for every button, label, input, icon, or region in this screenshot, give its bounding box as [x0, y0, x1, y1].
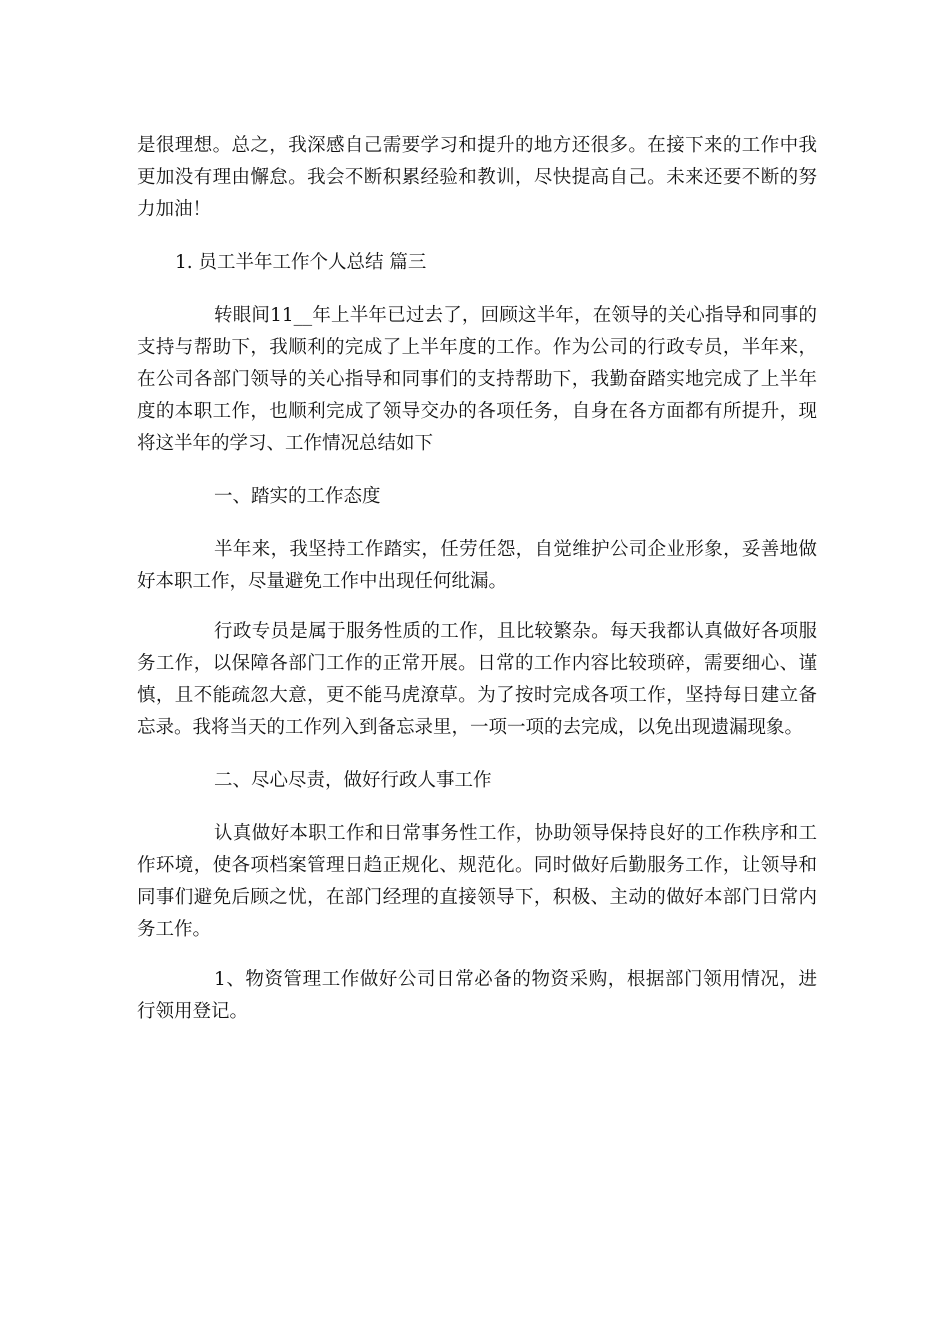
paragraph-continuation: 是很理想。总之，我深感自己需要学习和提升的地方还很多。在接下来的工作中我更加没有理由懈怠。我会不断积累经验和教训，尽快提高自己。未来还要不断的努力加油！ [137, 135, 817, 220]
paragraph-material-management: 1、物资管理工作做好公司日常必备的物资采购，根据部门领用情况，进行领用登记。 [137, 969, 817, 1022]
paragraph-work-attitude: 半年来，我坚持工作踏实，任劳任怨，自觉维护公司企业形象，妥善地做好本职工作，尽量避免工作中出现任何纰漏。 [137, 539, 817, 592]
paragraph-daily-affairs: 认真做好本职工作和日常事务性工作，协助领导保持良好的工作秩序和工作环境，使各项档案管理日趋正规化、规范化。同时做好后勤服务工作，让领导和同事们避免后顾之忧，在部门经理的直接领导下，积极、主动的做好本部门日常内务工作。 [137, 823, 817, 940]
heading-work-attitude: 一、踏实的工作态度 [214, 486, 381, 507]
heading-admin-hr-work: 二、尽心尽责，做好行政人事工作 [214, 770, 492, 791]
paragraph-intro: 转眼间11__年上半年已过去了，回顾这半年，在领导的关心指导和同事的支持与帮助下，我顺利的完成了上半年度的工作。作为公司的行政专员，半年来，在公司各部门领导的关心指导和同事们的支持帮助下，我勤奋踏实地完成了上半年度的本职工作，也顺利完成了领导交办的各项任务，自身在各方面都有所提升，现将这半年的学习、工作情况总结如下 [137, 305, 817, 454]
section-title-part-three: 1. 员工半年工作个人总结 篇三 [175, 252, 427, 273]
document-body [137, 130, 817, 1028]
paragraph-admin-duties: 行政专员是属于服务性质的工作，且比较繁杂。每天我都认真做好各项服务工作，以保障各部门工作的正常开展。日常的工作内容比较琐碎，需要细心、谨慎，且不能疏忽大意，更不能马虎潦草。为了按时完成各项工作，坚持每日建立备忘录。我将当天的工作列入到备忘录里，一项一项的去完成，以免出现遗漏现象。 [137, 621, 817, 738]
